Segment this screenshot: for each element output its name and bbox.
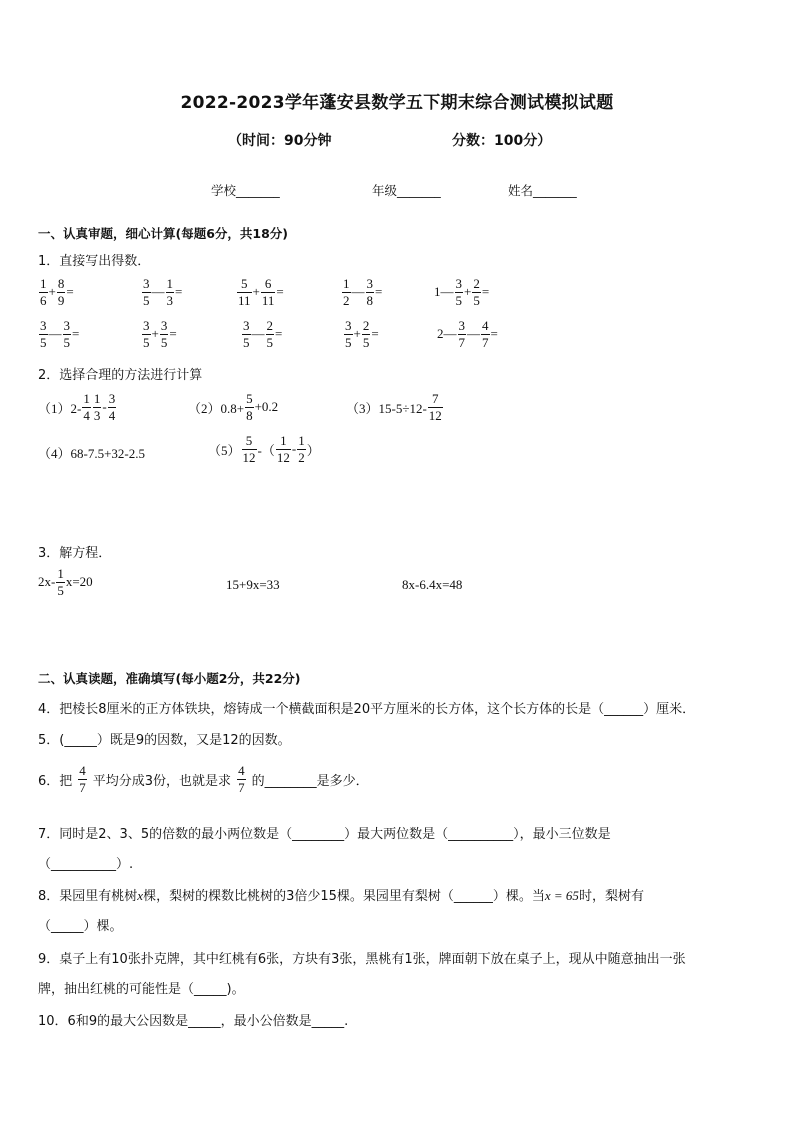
q1-item-4: $\frac{1}{2}$ — $\frac{3}{8}$ = [343,276,383,308]
q2-part-2: （2）0.8+ $\frac{5}{8}$ +0.2 [188,391,279,423]
q3-equation-3: 8x-6.4x=48 [402,577,463,592]
q3-equation-2: 15+9x=33 [226,577,280,592]
q1-title: 1．直接写出得数． [38,254,151,269]
q2-title: 2．选择合理的方法进行计算 [38,368,203,383]
exam-score: 分数：100分） [452,133,552,149]
q10-text: 10．6和9的最大公因数是_____，最小公倍数是_____. [38,1014,349,1029]
q2-part-1: （1）2- $\frac{1}{4}$ $\frac{1}{3}$ - $\frac{3}{4}$ [38,391,116,423]
page-title: 2022-2023学年蓬安县数学五下期末综合测试模拟试题 [180,93,614,113]
q2-part-4: （4）68-7.5+32-2.5 [38,446,145,461]
q1-item-3: $\frac{5}{11}$ + $\frac{6}{11}$ = [238,276,284,308]
grade-field: 年级_______ [372,183,441,198]
q1-item-1: $\frac{1}{6}$ + $\frac{8}{9}$ = [40,276,74,308]
q2-part-5: （5） $\frac{5}{12}$ -（ $\frac{1}{12}$ - $\frac{1}{2}$ ） [208,433,320,465]
q7-line-2: （__________）. [38,857,134,872]
q3-title: 3．解方程． [38,546,112,561]
q2-part-3: （3）15-5÷12- $\frac{7}{12}$ [346,391,442,423]
section2-heading: 二、认真读题，准确填写(每小题2分，共22分) [38,671,301,686]
q6-text: 6．把 $\frac{4}{7}$ 平均分成3份，也就是求 $\frac{4}{7}$ 的________是多少． [38,763,369,795]
q1-item-9: $\frac{3}{5}$ + $\frac{2}{5}$ = [345,318,379,350]
q1-item-5: 1— $\frac{3}{5}$ + $\frac{2}{5}$ = [434,276,490,308]
q5-text: 5．(_____）既是9的因数，又是12的因数。 [38,733,291,748]
section1-heading: 一、认真审题，细心计算(每题6分，共18分) [38,226,289,241]
q3-equation-1: 2x- $\frac{1}{5}$ x=20 [38,566,93,598]
q4-text: 4．把棱长8厘米的正方体铁块，熔铸成一个横截面积是20平方厘米的长方体，这个长方体的长是（______）厘米． [38,702,696,717]
q1-item-8: $\frac{3}{5}$ — $\frac{2}{5}$ = [243,318,283,350]
q1-item-7: $\frac{3}{5}$ + $\frac{3}{5}$ = [143,318,177,350]
q1-item-10: 2— $\frac{3}{7}$ — $\frac{4}{7}$ = [437,318,498,350]
q1-item-2: $\frac{3}{5}$ — $\frac{1}{3}$ = [143,276,183,308]
q9-line-2: 牌，抽出红桃的可能性是（_____)。 [38,982,245,997]
q1-item-6: $\frac{3}{5}$ — $\frac{3}{5}$ = [40,318,80,350]
q9-line-1: 9．桌子上有10张扑克牌，其中红桃有6张，方块有3张，黑桃有1张，牌面朝下放在桌子上，现从中随意抽出一张 [38,952,686,967]
name-field: 姓名_______ [508,183,577,198]
q8-line-1: 8．果园里有桃树x棵，梨树的棵数比桃树的3倍少15棵。果园里有梨树（______）棵。当x = 65时，梨树有 [38,888,644,904]
exam-time: （时间：90分钟 [228,133,332,149]
school-field: 学校_______ [211,183,280,198]
q8-line-2: （_____）棵。 [38,919,123,934]
q7-line-1: 7．同时是2、3、5的倍数的最小两位数是（________）最大两位数是（__________），最小三位数是 [38,827,611,842]
